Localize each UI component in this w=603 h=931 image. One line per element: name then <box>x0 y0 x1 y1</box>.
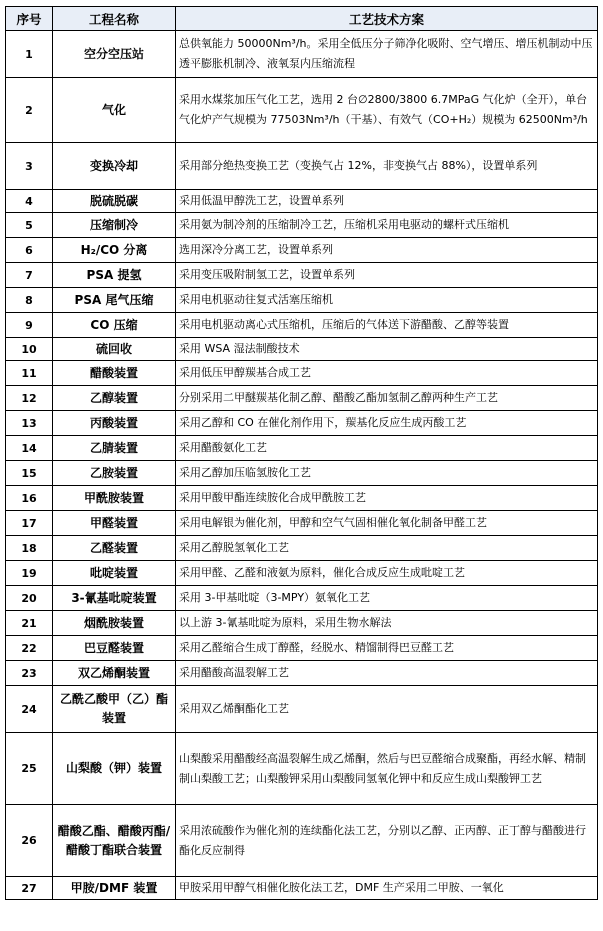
header-no: 序号 <box>6 7 53 31</box>
table-row <box>6 288 598 313</box>
table-row <box>6 561 598 586</box>
table-row <box>6 636 598 661</box>
row-name: 乙胺装置 <box>53 461 176 486</box>
row-number: 14 <box>6 436 53 461</box>
table-row <box>6 313 598 338</box>
row-number: 5 <box>6 213 53 238</box>
row-description: 采用变压吸附制氢工艺，设置单系列 <box>176 263 598 288</box>
table-row <box>6 361 598 386</box>
row-name: 压缩制冷 <box>53 213 176 238</box>
row-description: 采用浓硫酸作为催化剂的连续酯化法工艺，分别以乙醇、正丙醇、正丁醇与醋酸进行酯化反应制得 <box>176 805 598 877</box>
table-row <box>6 238 598 263</box>
row-number: 15 <box>6 461 53 486</box>
row-name: 硫回收 <box>53 338 176 361</box>
row-description: 采用部分绝热变换工艺（变换气占 12%，非变换气占 88%），设置单系列 <box>176 143 598 190</box>
table-header-row <box>6 7 598 31</box>
table-row <box>6 263 598 288</box>
row-number: 1 <box>6 31 53 78</box>
row-number: 11 <box>6 361 53 386</box>
table-row <box>6 511 598 536</box>
row-name: 醋酸装置 <box>53 361 176 386</box>
row-description: 山梨酸采用醋酸经高温裂解生成乙烯酮，然后与巴豆醛缩合成聚酯，再经水解、精制制山梨酸工艺；山梨酸钾采用山梨酸同氢氧化钾中和反应生成山梨酸钾工艺 <box>176 733 598 805</box>
row-number: 17 <box>6 511 53 536</box>
table-row <box>6 213 598 238</box>
row-description: 选用深冷分离工艺，设置单系列 <box>176 238 598 263</box>
table-row <box>6 411 598 436</box>
row-name: 醋酸乙酯、醋酸丙酯/醋酸丁酯联合装置 <box>53 805 176 877</box>
table-row <box>6 461 598 486</box>
row-description: 采用电机驱动离心式压缩机，压缩后的气体送下游醋酸、乙醇等装置 <box>176 313 598 338</box>
row-number: 10 <box>6 338 53 361</box>
process-table <box>5 6 598 900</box>
table-row <box>6 338 598 361</box>
table-row <box>6 733 598 805</box>
row-number: 24 <box>6 686 53 733</box>
row-number: 3 <box>6 143 53 190</box>
row-name: 山梨酸（钾）装置 <box>53 733 176 805</box>
row-number: 23 <box>6 661 53 686</box>
row-number: 18 <box>6 536 53 561</box>
row-description: 采用乙醇脱氢氧化工艺 <box>176 536 598 561</box>
row-description: 总供氧能力 50000Nm³/h。采用全低压分子筛净化吸附、空气增压、增压机制动中压透平膨胀机制冷、液氧泵内压缩流程 <box>176 31 598 78</box>
row-description: 采用氨为制冷剂的压缩制冷工艺，压缩机采用电驱动的螺杆式压缩机 <box>176 213 598 238</box>
row-name: 吡啶装置 <box>53 561 176 586</box>
table-row <box>6 805 598 877</box>
row-number: 22 <box>6 636 53 661</box>
row-description: 甲胺采用甲醇气相催化胺化法工艺，DMF 生产采用二甲胺、一氧化 <box>176 877 598 900</box>
row-number: 9 <box>6 313 53 338</box>
table-row <box>6 190 598 213</box>
row-description: 采用电机驱动往复式活塞压缩机 <box>176 288 598 313</box>
row-name: CO 压缩 <box>53 313 176 338</box>
row-number: 21 <box>6 611 53 636</box>
row-name: H₂/CO 分离 <box>53 238 176 263</box>
row-number: 25 <box>6 733 53 805</box>
row-name: 丙酸装置 <box>53 411 176 436</box>
table-row <box>6 31 598 78</box>
process-table-container <box>5 6 597 900</box>
table-row <box>6 661 598 686</box>
row-name: 变换冷却 <box>53 143 176 190</box>
row-name: 甲醛装置 <box>53 511 176 536</box>
row-description: 采用电解银为催化剂，甲醇和空气气固相催化氧化制备甲醛工艺 <box>176 511 598 536</box>
row-description: 分别采用二甲醚羰基化制乙醇、醋酸乙酯加氢制乙醇两种生产工艺 <box>176 386 598 411</box>
table-row <box>6 877 598 900</box>
table-row <box>6 386 598 411</box>
row-number: 19 <box>6 561 53 586</box>
row-number: 12 <box>6 386 53 411</box>
row-name: PSA 提氢 <box>53 263 176 288</box>
row-number: 2 <box>6 78 53 143</box>
row-number: 7 <box>6 263 53 288</box>
row-name: 乙腈装置 <box>53 436 176 461</box>
table-row <box>6 536 598 561</box>
row-description: 采用乙醛缩合生成丁醇醛，经脱水、精馏制得巴豆醛工艺 <box>176 636 598 661</box>
row-number: 16 <box>6 486 53 511</box>
row-name: 巴豆醛装置 <box>53 636 176 661</box>
table-row <box>6 586 598 611</box>
row-name: 乙醛装置 <box>53 536 176 561</box>
table-row <box>6 686 598 733</box>
table-row <box>6 486 598 511</box>
row-number: 26 <box>6 805 53 877</box>
row-name: 甲酰胺装置 <box>53 486 176 511</box>
row-name: 乙醇装置 <box>53 386 176 411</box>
row-number: 4 <box>6 190 53 213</box>
row-description: 采用醋酸高温裂解工艺 <box>176 661 598 686</box>
row-name: PSA 尾气压缩 <box>53 288 176 313</box>
table-body <box>6 31 598 900</box>
table-row <box>6 436 598 461</box>
row-number: 8 <box>6 288 53 313</box>
row-number: 27 <box>6 877 53 900</box>
row-description: 采用醋酸氨化工艺 <box>176 436 598 461</box>
row-name: 乙酰乙酸甲（乙）酯装置 <box>53 686 176 733</box>
row-description: 采用低压甲醇羰基合成工艺 <box>176 361 598 386</box>
row-description: 采用甲醛、乙醛和液氨为原料，催化合成反应生成吡啶工艺 <box>176 561 598 586</box>
row-description: 采用乙醇加压临氢胺化工艺 <box>176 461 598 486</box>
row-name: 气化 <box>53 78 176 143</box>
row-number: 6 <box>6 238 53 263</box>
row-name: 烟酰胺装置 <box>53 611 176 636</box>
header-name: 工程名称 <box>53 7 176 31</box>
table-row <box>6 611 598 636</box>
table-row <box>6 78 598 143</box>
row-description: 采用甲酸甲酯连续胺化合成甲酰胺工艺 <box>176 486 598 511</box>
row-description: 采用 WSA 湿法制酸技术 <box>176 338 598 361</box>
row-name: 脱硫脱碳 <box>53 190 176 213</box>
row-number: 13 <box>6 411 53 436</box>
row-description: 采用低温甲醇洗工艺，设置单系列 <box>176 190 598 213</box>
row-description: 采用乙醇和 CO 在催化剂作用下，羰基化反应生成丙酸工艺 <box>176 411 598 436</box>
row-name: 空分空压站 <box>53 31 176 78</box>
row-description: 采用 3-甲基吡啶（3-MPY）氨氧化工艺 <box>176 586 598 611</box>
table-row <box>6 143 598 190</box>
row-number: 20 <box>6 586 53 611</box>
row-description: 以上游 3-氰基吡啶为原料，采用生物水解法 <box>176 611 598 636</box>
row-description: 采用双乙烯酮酯化工艺 <box>176 686 598 733</box>
row-name: 甲胺/DMF 装置 <box>53 877 176 900</box>
row-name: 双乙烯酮装置 <box>53 661 176 686</box>
row-name: 3-氰基吡啶装置 <box>53 586 176 611</box>
header-desc: 工艺技术方案 <box>176 7 598 31</box>
row-description: 采用水煤浆加压气化工艺，选用 2 台∅2800/3800 6.7MPaG 气化炉（全开），单台气化炉产气规模为 77503Nm³/h（干基）、有效气（CO+H₂）规模为 62500Nm³/h <box>176 78 598 143</box>
